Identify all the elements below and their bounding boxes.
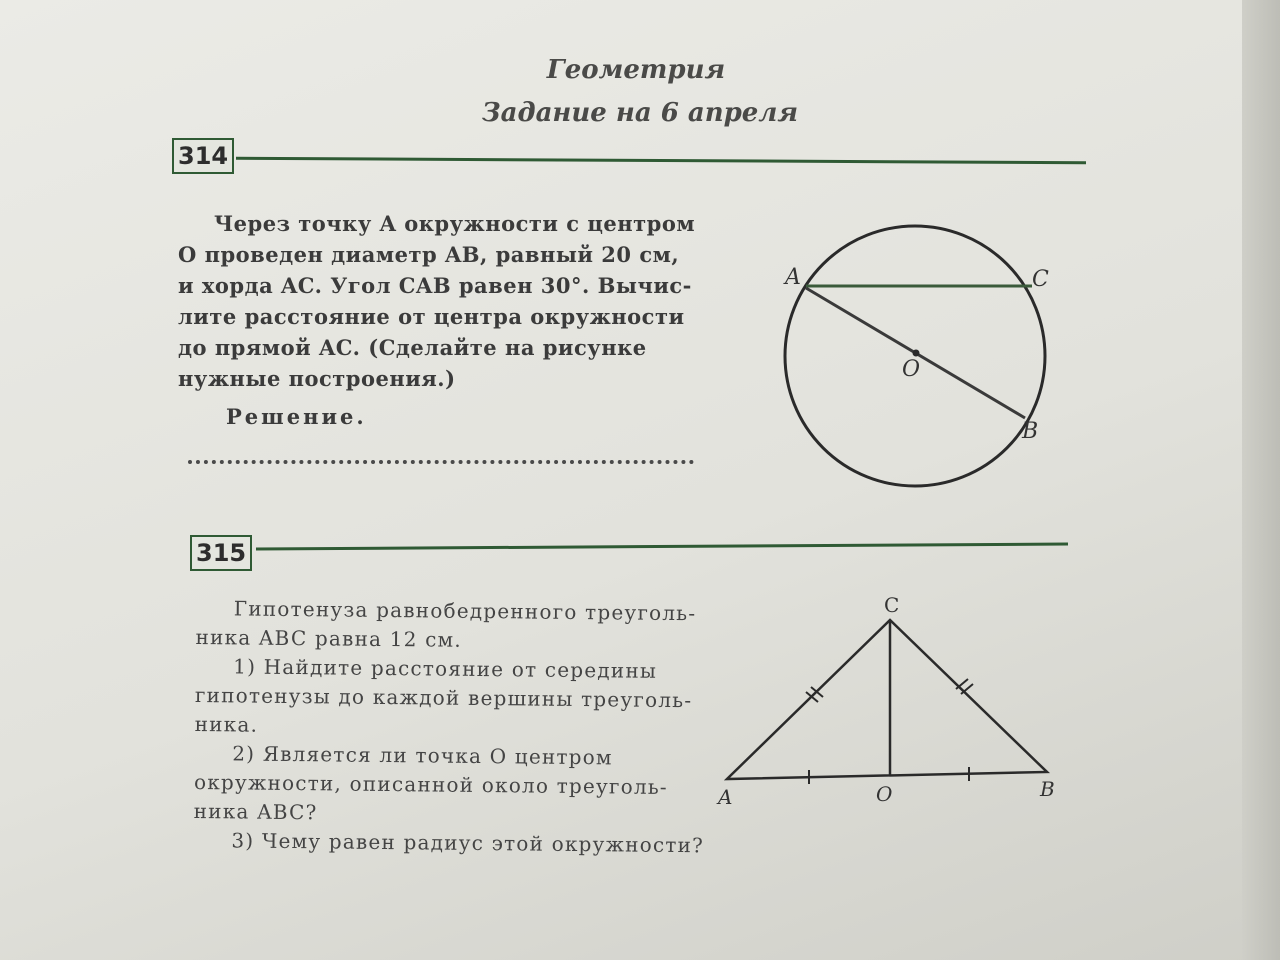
problem-315-line: Гипотенуза равнобедренного треуголь- bbox=[233, 596, 697, 626]
problem-314-line: Через точку A окружности с центром bbox=[214, 211, 696, 236]
triangle-abc bbox=[727, 620, 1047, 779]
point-c-label: C bbox=[1032, 267, 1049, 292]
vertex-a-label: A bbox=[718, 785, 733, 809]
vertex-b-label: B bbox=[1040, 777, 1055, 801]
problem-314-number: 314 bbox=[172, 138, 234, 174]
problem-315-line: ника. bbox=[194, 711, 259, 737]
problem-314-line: лите расстояние от центра окружности bbox=[178, 304, 685, 329]
point-o-label: O bbox=[902, 357, 921, 382]
problem-314-line: нужные построения.) bbox=[178, 366, 456, 391]
triangle-figure bbox=[716, 593, 1055, 809]
page-subtitle: Задание на 6 апреля bbox=[481, 98, 799, 128]
problem-315-line: 1) Найдите расстояние от середины bbox=[233, 654, 658, 683]
problem-315-line: 3) Чему равен радиус этой окружности? bbox=[231, 828, 705, 858]
problem-314-line: O проведен диаметр AB, равный 20 см, bbox=[178, 242, 680, 267]
point-a-label: A bbox=[785, 265, 801, 290]
problem-315-number: 315 bbox=[190, 535, 252, 571]
vertex-c-label: C bbox=[884, 593, 900, 617]
solution-label: Решение. bbox=[226, 404, 367, 429]
problem-315-line: окружности, описанной около треуголь- bbox=[193, 769, 668, 799]
problem-314-line: и хорда AC. Угол CAB равен 30°. Вычис- bbox=[178, 273, 692, 298]
circle-figure bbox=[783, 226, 1049, 486]
problem-315-line: ника ABC равна 12 см. bbox=[195, 624, 463, 652]
point-b-label: B bbox=[1022, 419, 1039, 444]
problem-315-line: 2) Является ли точка O центром bbox=[232, 741, 613, 770]
problem-314-line: до прямой AC. (Сделайте на рисунке bbox=[178, 335, 647, 360]
point-o-label: O bbox=[876, 782, 893, 806]
page-title: Геометрия bbox=[546, 55, 726, 85]
problem-315-line: гипотенузы до каждой вершины треуголь- bbox=[194, 682, 693, 713]
center-point bbox=[913, 350, 920, 357]
problem-315-line: ника ABC? bbox=[193, 798, 318, 825]
